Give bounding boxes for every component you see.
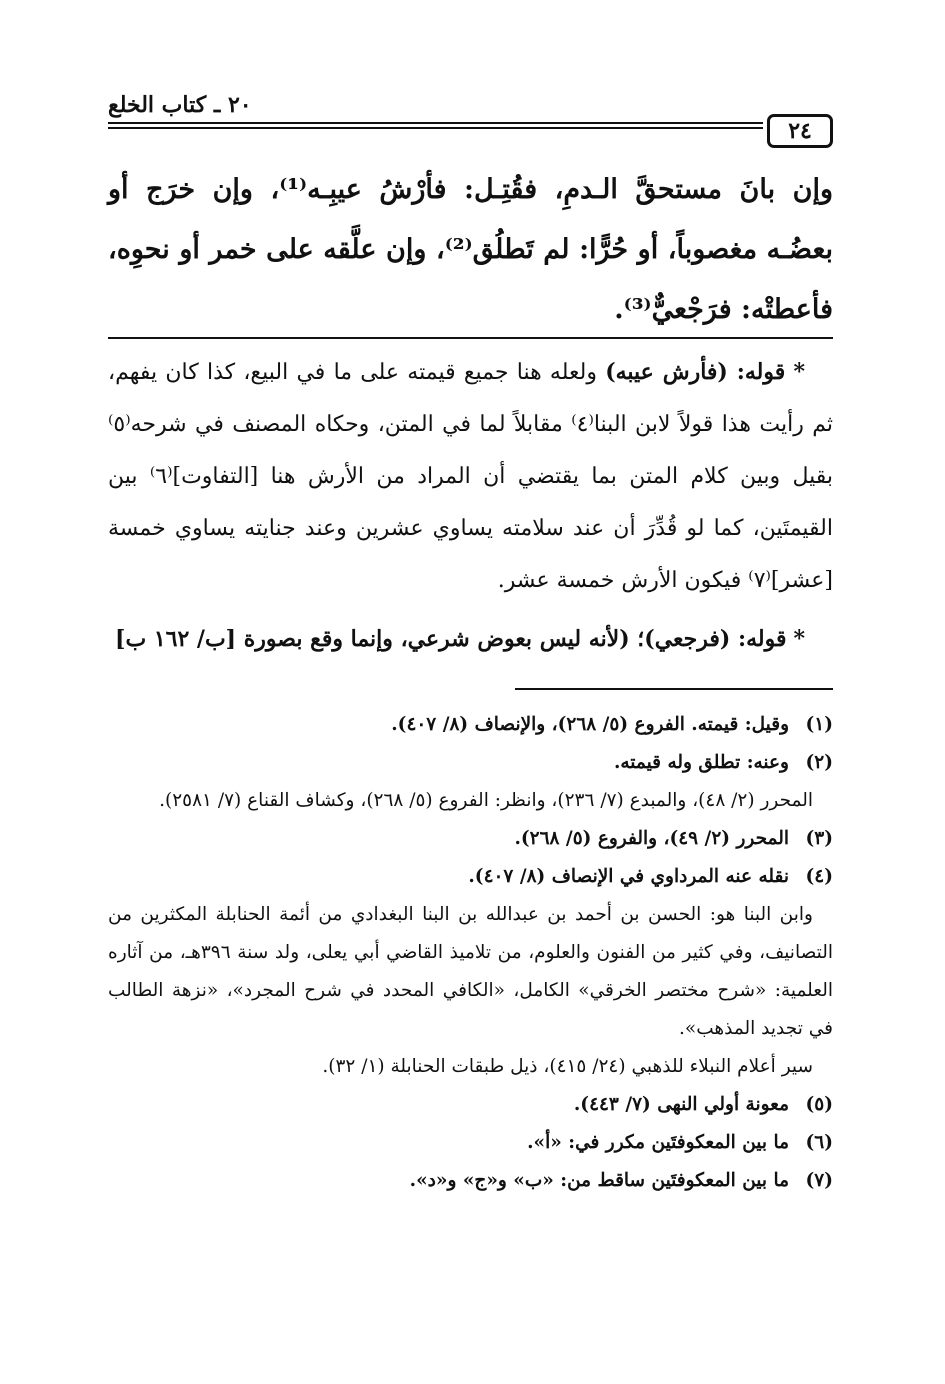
footnote-number: (٥): [805, 1094, 833, 1115]
footnote-divider: [515, 688, 833, 690]
header-rule: [108, 127, 763, 129]
commentary-lead: قوله: (فأرش عيبه): [605, 359, 786, 385]
footnote-text: ما بين المعكوفتَين ساقط من: «ب» و«ج» و«د».: [409, 1170, 789, 1191]
commentary-lead: قوله: (فرجعي): [644, 626, 787, 652]
running-head: ٢٠ ـ كتاب الخلع: [108, 92, 252, 118]
section-divider: [108, 337, 833, 339]
footnote-continuation: وابن البنا هو: الحسن بن أحمد بن عبدالله بن البنا البغدادي من أئمة الحنابلة المكثرين من التصانيف، وفي كثير من الفنون والعلوم، من تلاميذ القاضي أبي يعلى، ولد سنة ٣٩٦هـ، من آثاره العلمية: «شرح مختصر الخرقي» الكامل، «الكافي المحدد في شرح المجرد»، «نزهة الطالب في تجديد المذهب».: [108, 904, 833, 1039]
footnote: [108, 820, 833, 858]
commentary: [108, 346, 833, 666]
footnote-text: نقله عنه المرداوي في الإنصاف (٨/ ٤٠٧).: [468, 866, 789, 887]
page-header: [108, 92, 833, 150]
footnote: [108, 744, 833, 782]
star-marker: *: [793, 626, 805, 652]
footnote-number: (١): [805, 714, 833, 735]
footnote-number: (٤): [805, 866, 833, 887]
footnote-text: معونة أولي النهى (٧/ ٤٤٣).: [573, 1094, 789, 1115]
commentary-text: ؛ (لأنه ليس بعوض شرعي، وإنما وقع بصورة [ب/ ١٦٢ ب]: [115, 626, 645, 652]
footnote-number: (٧): [805, 1170, 833, 1191]
commentary-paragraph: [108, 346, 833, 607]
commentary-text: ولعله هنا جميع قيمته على ما في البيع، كذا كان يفهم، ثم رأيت هذا قولاً لابن البنا⁽٤⁾ مقابلاً لما في المتن، وحكاه المصنف في شرحه⁽٥⁾ بقيل وبين كلام المتن بما يقتضي أن المراد من الأرش هنا [التفاوت]⁽٦⁾ بين القيمتَين، كما لو قُدِّرَ أن عند سلامته يساوي عشرين وعند جنايته يساوي خمسة [عشر]⁽٧⁾ فيكون الأرش خمسة عشر.: [108, 360, 834, 593]
footnote-number: (٦): [805, 1132, 833, 1153]
footnote: [108, 1162, 833, 1200]
footnote-number: (٣): [805, 828, 833, 849]
footnote: [108, 1124, 833, 1162]
footnote-text: وقيل: قيمته. الفروع (٥/ ٢٦٨)، والإنصاف (٨/ ٤٠٧).: [391, 714, 789, 735]
star-marker: *: [793, 359, 806, 385]
footnote-text: ما بين المعكوفتَين مكرر في: «أ».: [527, 1132, 789, 1153]
header-rule: [108, 122, 763, 124]
commentary-paragraph: [108, 613, 833, 666]
footnote-text: المحرر (٢/ ٤٩)، والفروع (٥/ ٢٦٨).: [514, 828, 789, 849]
footnotes: [108, 706, 833, 1200]
footnote-text: وعنه: تطلق وله قيمته.: [613, 752, 789, 773]
footnote: [108, 706, 833, 744]
footnote: [108, 1086, 833, 1124]
page-number-box: ٢٤: [767, 114, 833, 148]
footnote-continuation: المحرر (٢/ ٤٨)، والمبدع (٧/ ٢٣٦)، وانظر: الفروع (٥/ ٢٦٨)، وكشاف القناع (٧/ ٢٥٨١).: [159, 790, 813, 811]
footnote: [108, 858, 833, 896]
footnote-continuation: سير أعلام النبلاء للذهبي (٢٤/ ٤١٥)، ذيل طبقات الحنابلة (١/ ٣٢).: [322, 1056, 813, 1077]
main-text: وإن بانَ مستحقَّ الـدمِ، فقُتِـل: فأرْشُ عيبِـه⁽¹⁾، وإن خرَج أو بعضُـه مغصوباً، أو حُرًّا: لم تَطلُق⁽²⁾، وإن علَّقه على خمر أو نحوِه، فأعطتْه: فرَجْعيٌّ⁽³⁾.: [108, 174, 834, 325]
footnote-number: (٢): [805, 752, 833, 773]
